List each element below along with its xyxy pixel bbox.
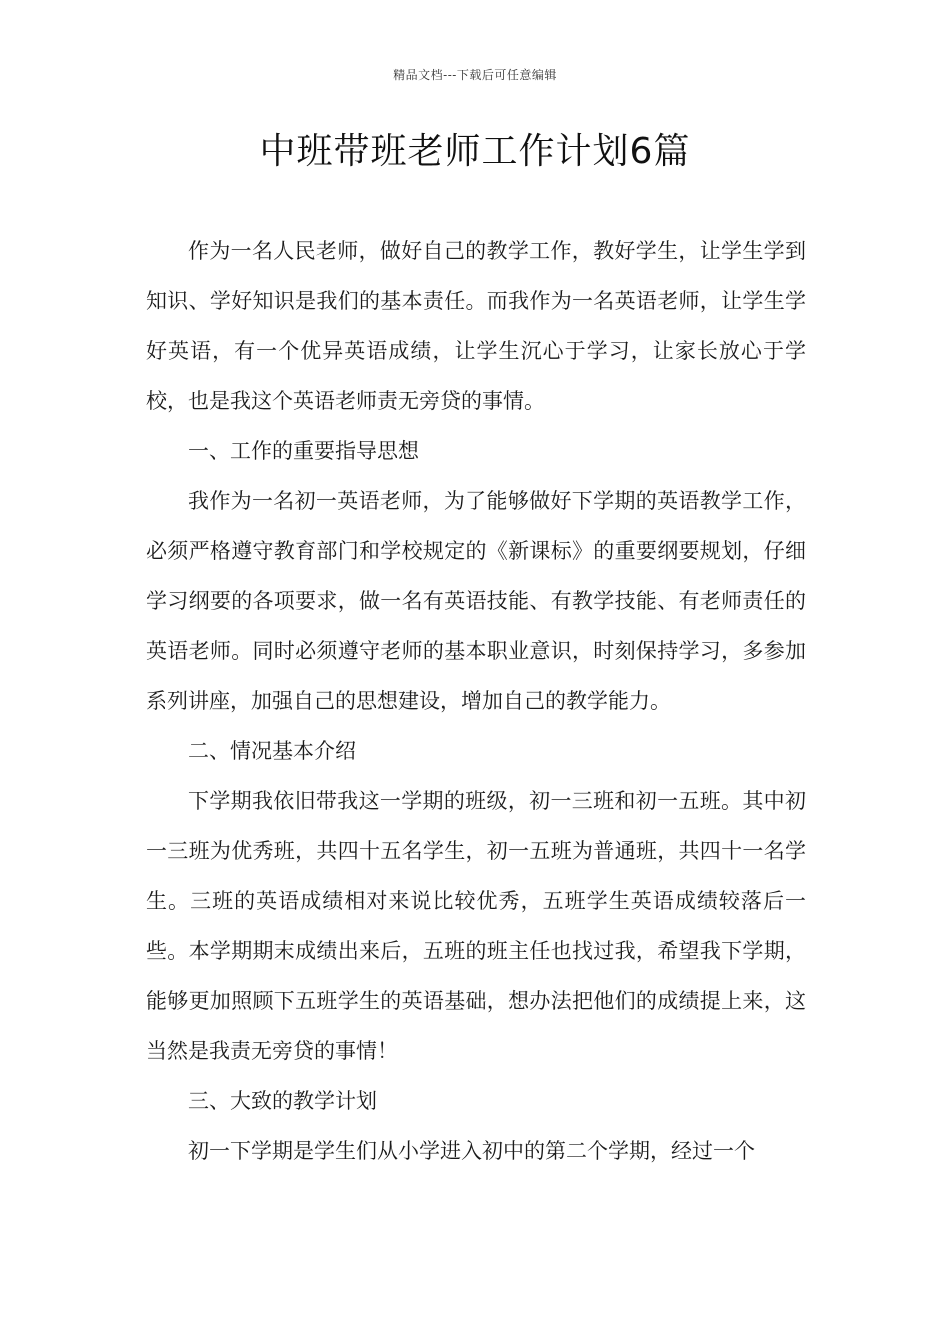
section-heading-3: 三、大致的教学计划 xyxy=(188,1089,377,1113)
paragraph-situation: 下学期我依旧带我这一学期的班级，初一三班和初一五班。其中初一三班为优秀班，共四十五名学生，初一五班为普通班，共四十一名学生。三班的英语成绩相对来说比较优秀，五班学生英语成绩较落后一些。本学期期末成绩出来后，五班的班主任也找过我，希望我下学期，能够更加照顾下五班学生的英语基础，想办法把他们的成绩提上来，这当然是我责无旁贷的事情！ xyxy=(146,789,806,1063)
section-heading-2: 二、情况基本介绍 xyxy=(188,739,356,763)
document-body xyxy=(146,226,806,1176)
section-heading-1: 一、工作的重要指导思想 xyxy=(188,439,419,463)
paragraph-teaching-plan: 初一下学期是学生们从小学进入初中的第二个学期，经过一个 xyxy=(188,1139,755,1163)
paragraph-guiding-thought: 我作为一名初一英语老师，为了能够做好下学期的英语教学工作，必须严格遵守教育部门和学校规定的《新课标》的重要纲要规划，仔细学习纲要的各项要求，做一名有英语技能、有教学技能、有老师责任的英语老师。同时必须遵守老师的基本职业意识，时刻保持学习，多参加系列讲座，加强自己的思想建设，增加自己的教学能力。 xyxy=(146,489,806,713)
paragraph-intro: 作为一名人民老师，做好自己的教学工作，教好学生，让学生学到知识、学好知识是我们的基本责任。而我作为一名英语老师，让学生学好英语，有一个优异英语成绩，让学生沉心于学习，让家长放心于学校，也是我这个英语老师责无旁贷的事情。 xyxy=(146,239,806,413)
document-title: 中班带班老师工作计划6篇 xyxy=(259,131,691,172)
header-note: 精品文档---下载后可任意编辑 xyxy=(393,68,557,82)
